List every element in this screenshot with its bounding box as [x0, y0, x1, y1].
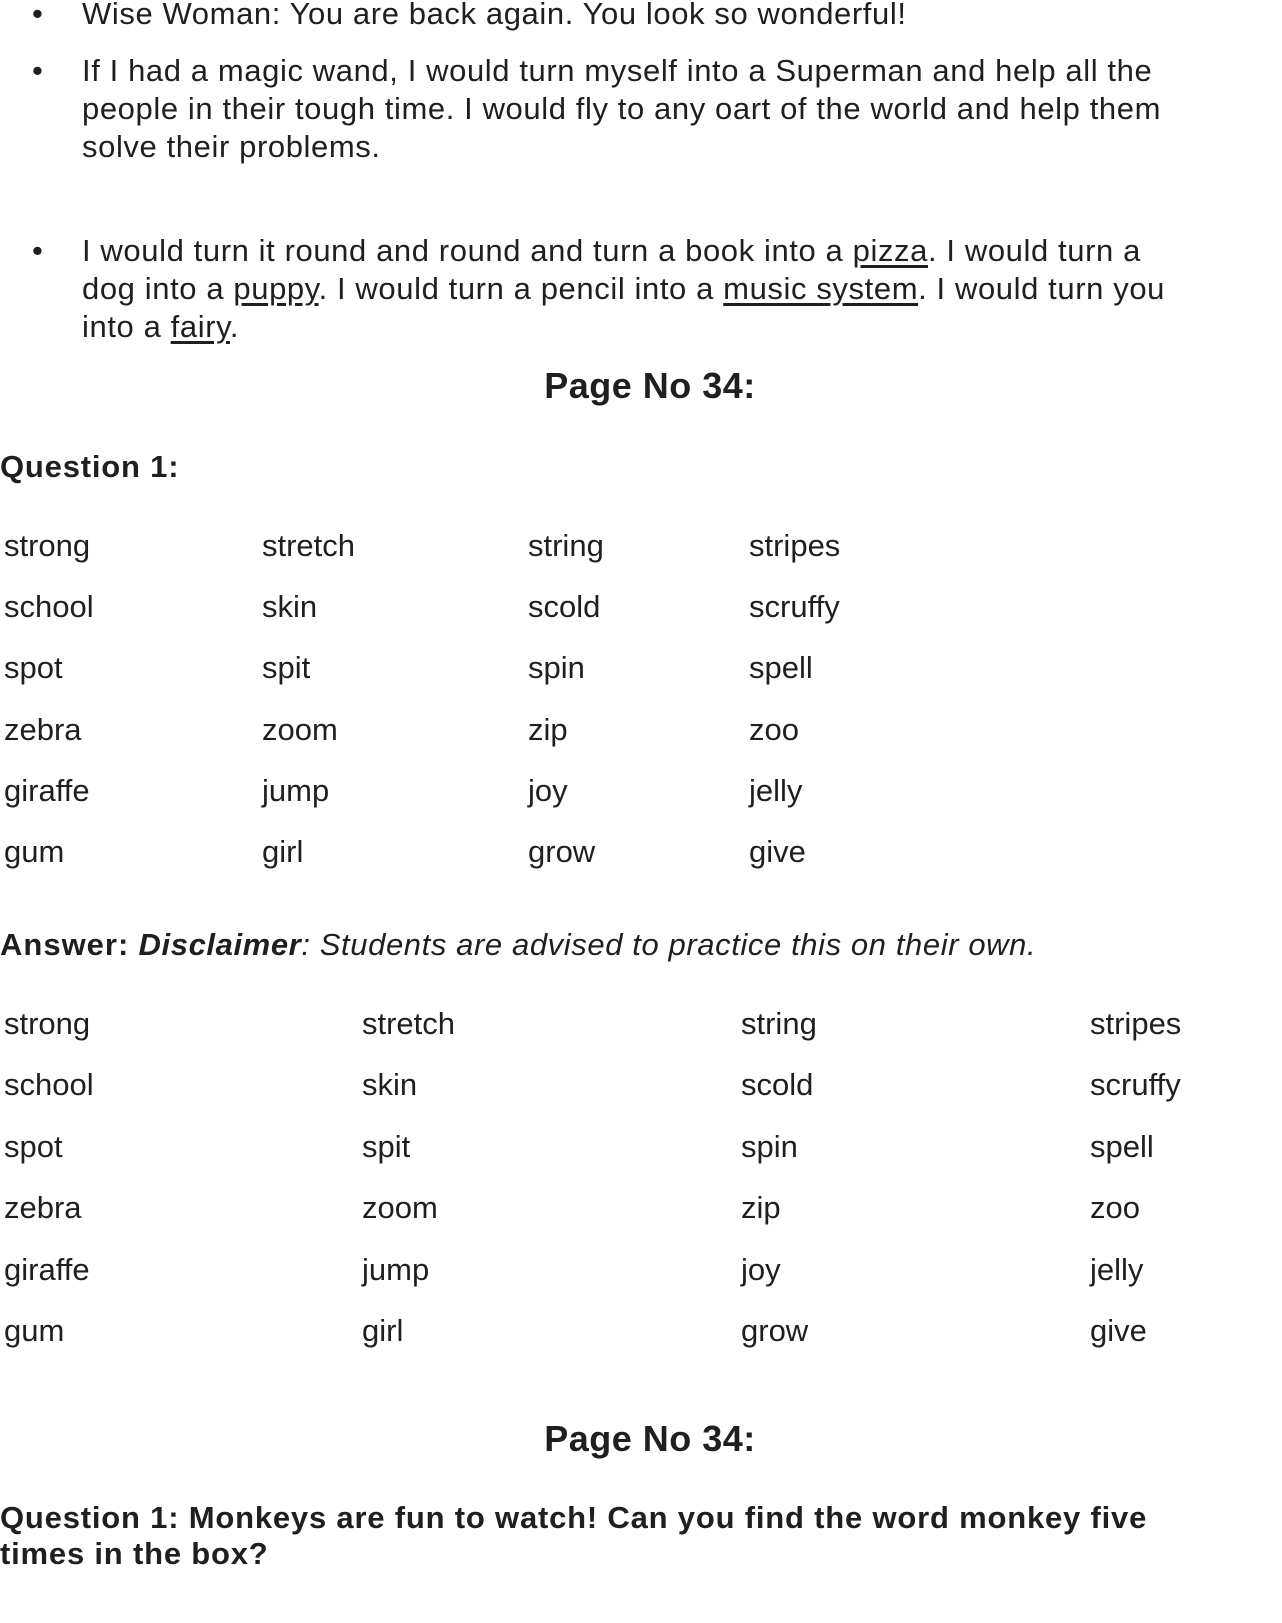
- question-label: Question 1:: [0, 449, 180, 484]
- grid-word: giraffe: [4, 1251, 90, 1287]
- underlined-word: fairy: [170, 309, 230, 344]
- grid-word: girl: [262, 834, 304, 869]
- paragraph-line: solve their problems.: [82, 129, 381, 164]
- bullet-marker: •: [32, 53, 43, 88]
- grid-word: zoo: [1090, 1190, 1140, 1226]
- text-span: dog into a: [82, 271, 234, 306]
- grid-word: spot: [4, 1128, 63, 1164]
- grid-word: giraffe: [4, 772, 90, 808]
- grid-word: jelly: [1090, 1251, 1144, 1287]
- grid-word: scruffy: [749, 589, 840, 625]
- text-span: I would turn it round and round and turn a book into a: [82, 233, 853, 268]
- question-line: Question 1: Monkeys are fun to watch! Can you find the word monkey five: [0, 1500, 1148, 1535]
- page-heading: Page No 34:: [544, 365, 756, 406]
- grid-word: spit: [362, 1128, 411, 1164]
- grid-word: grow: [528, 834, 596, 869]
- paragraph-line: If I had a magic wand, I would turn myself into a Superman and help all the: [82, 53, 1153, 88]
- paragraph-line: [82, 308, 1282, 346]
- text-span: into a: [82, 309, 171, 344]
- grid-word: give: [749, 834, 806, 869]
- grid-word: girl: [362, 1313, 404, 1348]
- page-heading: Page No 34:: [544, 1418, 756, 1459]
- grid-word: grow: [741, 1313, 809, 1348]
- grid-word: stripes: [1090, 1006, 1182, 1041]
- answer-line: [0, 927, 1036, 963]
- bullet-text-wise-woman: Wise Woman: You are back again. You look so wonderful!: [82, 0, 907, 31]
- text-span: .: [229, 309, 240, 344]
- grid-word: jelly: [749, 772, 803, 808]
- grid-word: joy: [741, 1251, 781, 1287]
- bullet-marker: •: [32, 233, 43, 268]
- grid-word: zip: [528, 711, 568, 747]
- grid-word: zoom: [362, 1190, 438, 1226]
- grid-word: school: [4, 589, 94, 625]
- grid-word: give: [1090, 1313, 1147, 1348]
- grid-word: string: [741, 1006, 817, 1041]
- grid-word: spin: [528, 650, 585, 686]
- underlined-word: music system: [723, 271, 919, 306]
- bullet-marker: •: [32, 0, 43, 31]
- paragraph-line: [82, 232, 1282, 270]
- grid-word: strong: [4, 528, 91, 563]
- grid-word: spin: [741, 1128, 798, 1164]
- grid-word: jump: [262, 772, 330, 808]
- disclaimer-label: Disclaimer: [138, 927, 302, 962]
- grid-word: school: [4, 1067, 94, 1103]
- grid-word: zip: [741, 1190, 781, 1226]
- text-span: . I would turn a: [928, 233, 1141, 268]
- grid-word: gum: [4, 1313, 65, 1348]
- disclaimer-text: : Students are advised to practice this on their own.: [301, 927, 1037, 962]
- grid-word: stretch: [262, 528, 356, 563]
- question-text: [0, 1500, 1147, 1572]
- grid-word: strong: [4, 1006, 91, 1041]
- bullet-text-turn-round: [82, 232, 1282, 346]
- grid-word: jump: [362, 1251, 430, 1287]
- question-line: times in the box?: [0, 1536, 269, 1571]
- grid-word: scold: [741, 1067, 814, 1103]
- grid-word: zebra: [4, 1190, 82, 1226]
- grid-word: spell: [749, 650, 813, 686]
- grid-word: stripes: [749, 528, 841, 563]
- grid-word: stretch: [362, 1006, 456, 1041]
- grid-word: zoom: [262, 711, 338, 747]
- bullet-text-magic-wand: [82, 52, 1282, 166]
- grid-word: joy: [528, 772, 568, 808]
- underlined-word: pizza: [852, 233, 928, 268]
- grid-word: zoo: [749, 711, 799, 747]
- grid-word: zebra: [4, 711, 82, 747]
- grid-word: spell: [1090, 1128, 1154, 1164]
- underlined-word: puppy: [233, 271, 319, 306]
- grid-word: scruffy: [1090, 1067, 1181, 1103]
- grid-word: spit: [262, 650, 311, 686]
- grid-word: scold: [528, 589, 601, 625]
- text-span: . I would turn you: [918, 271, 1165, 306]
- answer-label: Answer:: [0, 927, 130, 962]
- grid-word: spot: [4, 650, 63, 686]
- paragraph-line: [82, 270, 1282, 308]
- grid-word: skin: [362, 1067, 418, 1103]
- grid-word: skin: [262, 589, 318, 625]
- paragraph-line: people in their tough time. I would fly to any oart of the world and help them: [82, 91, 1162, 126]
- grid-word: string: [528, 528, 604, 563]
- text-span: . I would turn a pencil into a: [318, 271, 724, 306]
- grid-word: gum: [4, 834, 65, 869]
